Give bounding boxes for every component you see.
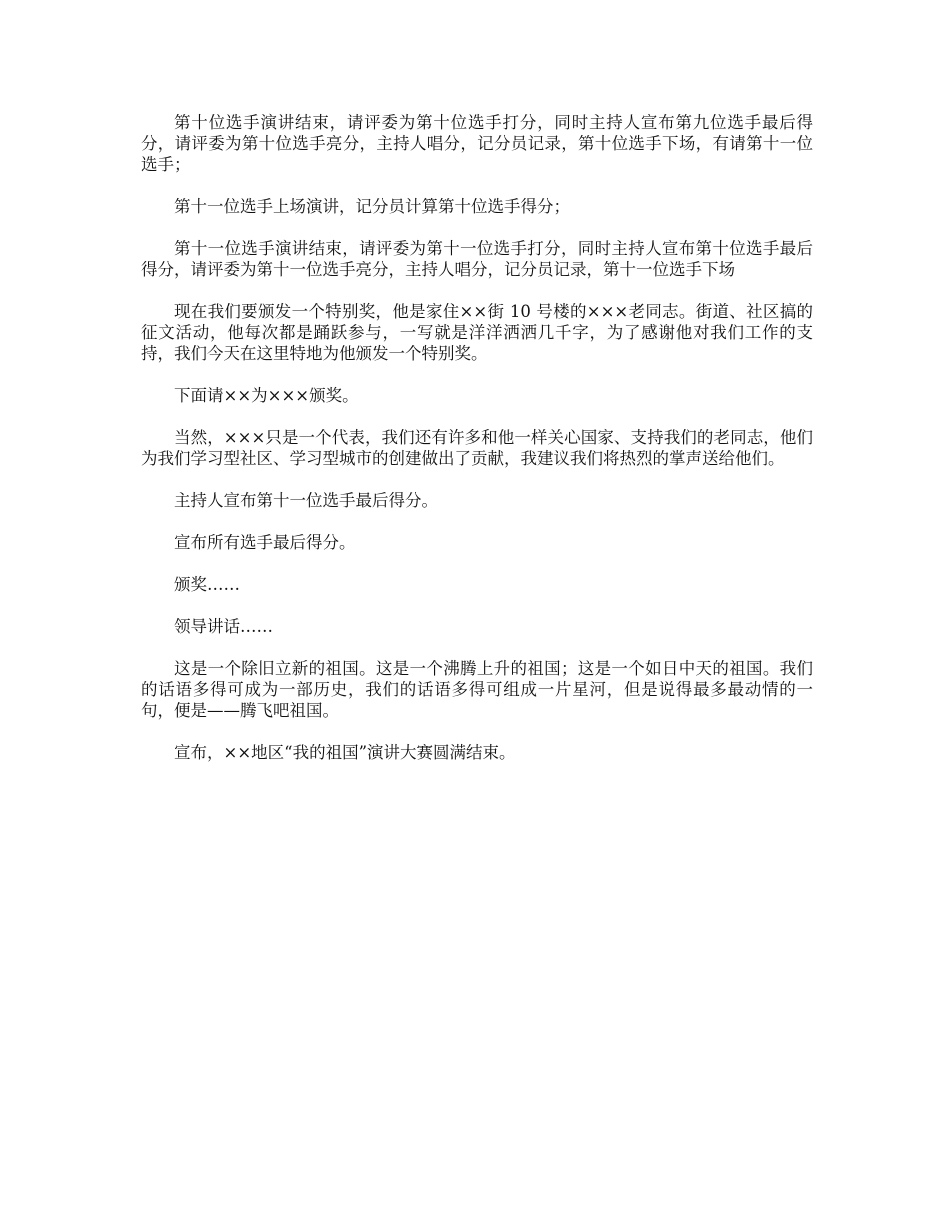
paragraph-5: 下面请××为×××颁奖。 (174, 386, 359, 405)
paragraph-9: 颁奖…… (174, 575, 240, 594)
paragraph-8: 宣布所有选手最后得分。 (174, 533, 356, 552)
paragraph-3: 第十一位选手演讲结束，请评委为第十一位选手打分，同时主持人宣布第十位选手最后得分，请评委为第十一位选手亮分，主持人唱分，记分员记录，第十一位选手下场 (141, 239, 813, 279)
paragraph-2: 第十一位选手上场演讲，记分员计算第十位选手得分； (174, 197, 570, 216)
paragraph-12: 宣布，××地区“我的祖国”演讲大赛圆满结束。 (174, 743, 516, 762)
paragraph-1: 第十位选手演讲结束，请评委为第十位选手打分，同时主持人宣布第九位选手最后得分，请评委为第十位选手亮分，主持人唱分，记分员记录，第十位选手下场，有请第十一位选手； (141, 113, 813, 174)
paragraph-11: 这是一个除旧立新的祖国。这是一个沸腾上升的祖国；这是一个如日中天的祖国。我们的话语多得可成为一部历史，我们的话语多得可组成一片星河，但是说得最多最动情的一句，便是——腾飞吧祖国。 (141, 659, 813, 720)
paragraph-10: 领导讲话…… (174, 617, 273, 636)
paragraph-6: 当然，×××只是一个代表，我们还有许多和他一样关心国家、支持我们的老同志，他们为我们学习型社区、学习型城市的创建做出了贡献，我建议我们将热烈的掌声送给他们。 (141, 428, 813, 468)
paragraph-4: 现在我们要颁发一个特别奖，他是家住××街 10 号楼的×××老同志。街道、社区搞的征文活动，他每次都是踊跃参与，一写就是洋洋洒洒几千字，为了感谢他对我们工作的支持，我们今天在这里特地为他颁发一个特别奖。 (141, 302, 813, 363)
paragraph-7: 主持人宣布第十一位选手最后得分。 (174, 491, 438, 510)
document-page (141, 112, 813, 784)
